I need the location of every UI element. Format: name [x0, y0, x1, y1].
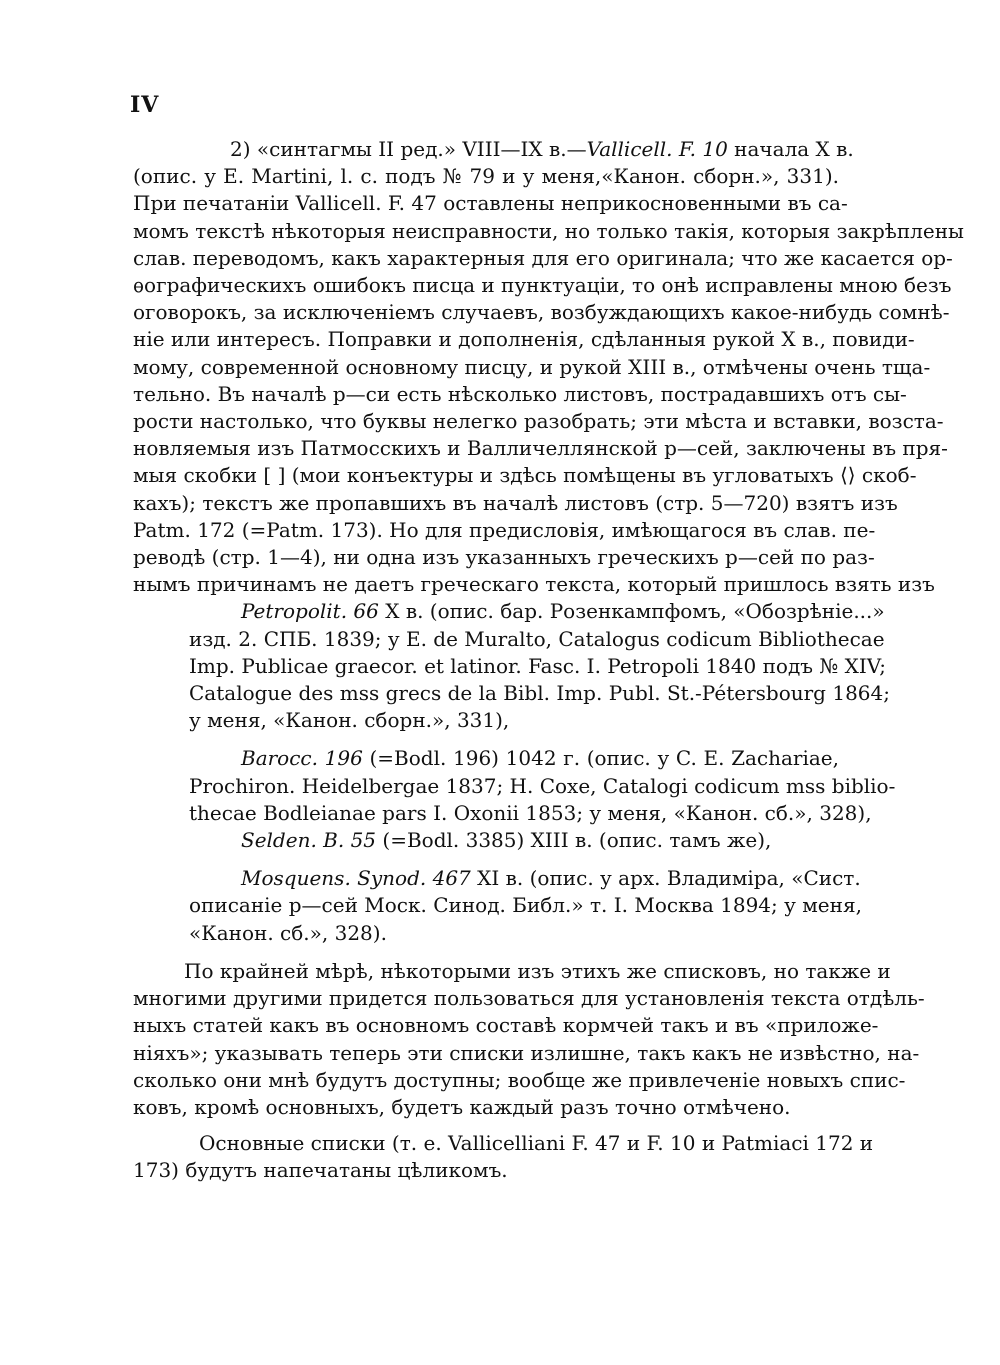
text-line: Mosquens. Synod. 467 XI в. (опис. у арх. Владиміра, «Сист.	[241, 866, 861, 891]
text-line: ніяхъ»; указывать теперь эти списки излишне, такъ какъ не извѣстно, на-	[133, 1040, 920, 1065]
text-line: оговорокъ, за исключеніемъ случаевъ, возбуждающихъ какое-нибудь сомнѣ-	[133, 300, 950, 325]
text-line: Catalogue des mss grecs de la Bibl. Imp. Publ. St.-Pétersbourg 1864;	[189, 681, 890, 706]
text-line: ѳографическихъ ошибокъ писца и пунктуаціи, то онѣ исправлены мною безъ	[133, 273, 952, 298]
page-number: IV	[130, 92, 160, 118]
text-line: ніе или интересъ. Поправки и дополненія, сдѣланныя рукой X в., повиди-	[133, 327, 915, 352]
text-line: 173) будутъ напечатаны цѣликомъ.	[133, 1158, 508, 1183]
text-line: Selden. B. 55 (=Bodl. 3385) XIII в. (опис. тамъ же),	[241, 828, 772, 853]
text-line: момъ текстѣ нѣкоторыя неисправности, но только такія, которыя закрѣплены	[133, 218, 964, 243]
text-line: тельно. Въ началѣ р—си есть нѣсколько листовъ, пострадавшихъ отъ сы-	[133, 381, 907, 406]
text-line: Patm. 172 (=Patm. 173). Но для предисловія, имѣющагося въ слав. пе-	[133, 517, 876, 542]
text-line: у меня, «Канон. сборн.», 331),	[189, 708, 510, 733]
text-line: При печатаніи Vallicell. F. 47 оставлены неприкосновенными въ са-	[133, 191, 848, 216]
text-line: новляемыя изъ Патмосскихъ и Валличеллянской р—сей, заключены въ пря-	[133, 436, 948, 461]
text-line: thecae Bodleianae pars I. Oxonii 1853; у меня, «Канон. сб.», 328),	[189, 800, 872, 825]
text-line: 2) «синтагмы II ред.» VIII—IX в.—Vallicell. F. 10 начала X в.	[230, 137, 854, 161]
body-text	[133, 136, 964, 1185]
text-line: (опис. у E. Martini, l. c. подъ № 79 и у меня,«Канон. сборн.», 331).	[133, 164, 839, 189]
text-line: Prochiron. Heidelbergae 1837; H. Coxe, Catalogi codicum mss biblio-	[189, 773, 896, 798]
text-line: Barocc. 196 (=Bodl. 196) 1042 г. (опис. у C. E. Zachariae,	[241, 746, 840, 771]
text-line: мому, современной основному писцу, и рукой XIII в., отмѣчены очень тща-	[133, 354, 931, 379]
text-line: Petropolit. 66 X в. (опис. бар. Розенкампфомъ, «Обозрѣніе...»	[241, 599, 885, 624]
text-line: рости настолько, что буквы нелегко разобрать; эти мѣста и вставки, возста-	[133, 409, 944, 434]
text-line: ковъ, кромѣ основныхъ, будетъ каждый разъ точно отмѣчено.	[133, 1094, 791, 1119]
text-line: многими другими придется пользоваться для установленія текста отдѣль-	[133, 986, 925, 1011]
text-line: описаніе р—сей Моск. Синод. Библ.» т. I. Москва 1894; у меня,	[189, 893, 862, 918]
text-line: кахъ); текстъ же пропавшихъ въ началѣ листовъ (стр. 5—720) взятъ изъ	[133, 490, 898, 515]
text-line: мыя скобки [ ] (мои конъектуры и здѣсь помѣщены въ угловатыхъ ⟨⟩ скоб-	[133, 463, 917, 488]
text-line: реводѣ (стр. 1—4), ни одна изъ указанныхъ греческихъ р—сей по раз-	[133, 545, 875, 570]
text-line: слав. переводомъ, какъ характерныя для его оригинала; что же касается ор-	[133, 245, 953, 270]
text-line: изд. 2. СПБ. 1839; у E. de Muralto, Catalogus codicum Bibliothecae	[189, 626, 885, 651]
text-line: нымъ причинамъ не даетъ греческаго текста, который пришлось взять изъ	[133, 572, 935, 597]
text-line: Основные списки (т. е. Vallicelliani F. 47 и F. 10 и Patmiaci 172 и	[199, 1131, 874, 1156]
text-line: сколько они мнѣ будутъ доступны; вообще же привлеченіе новыхъ спис-	[133, 1067, 906, 1092]
text-line: Imp. Publicae graecor. et latinor. Fasc. I. Petropoli 1840 подъ № XIV;	[189, 653, 886, 678]
text-line: По крайней мѣрѣ, нѣкоторыми изъ этихъ же списковъ, но также и	[184, 958, 891, 983]
text-line: ныхъ статей какъ въ основномъ составѣ кормчей такъ и въ «приложе-	[133, 1013, 879, 1038]
text-line: «Канон. сб.», 328).	[189, 920, 387, 945]
